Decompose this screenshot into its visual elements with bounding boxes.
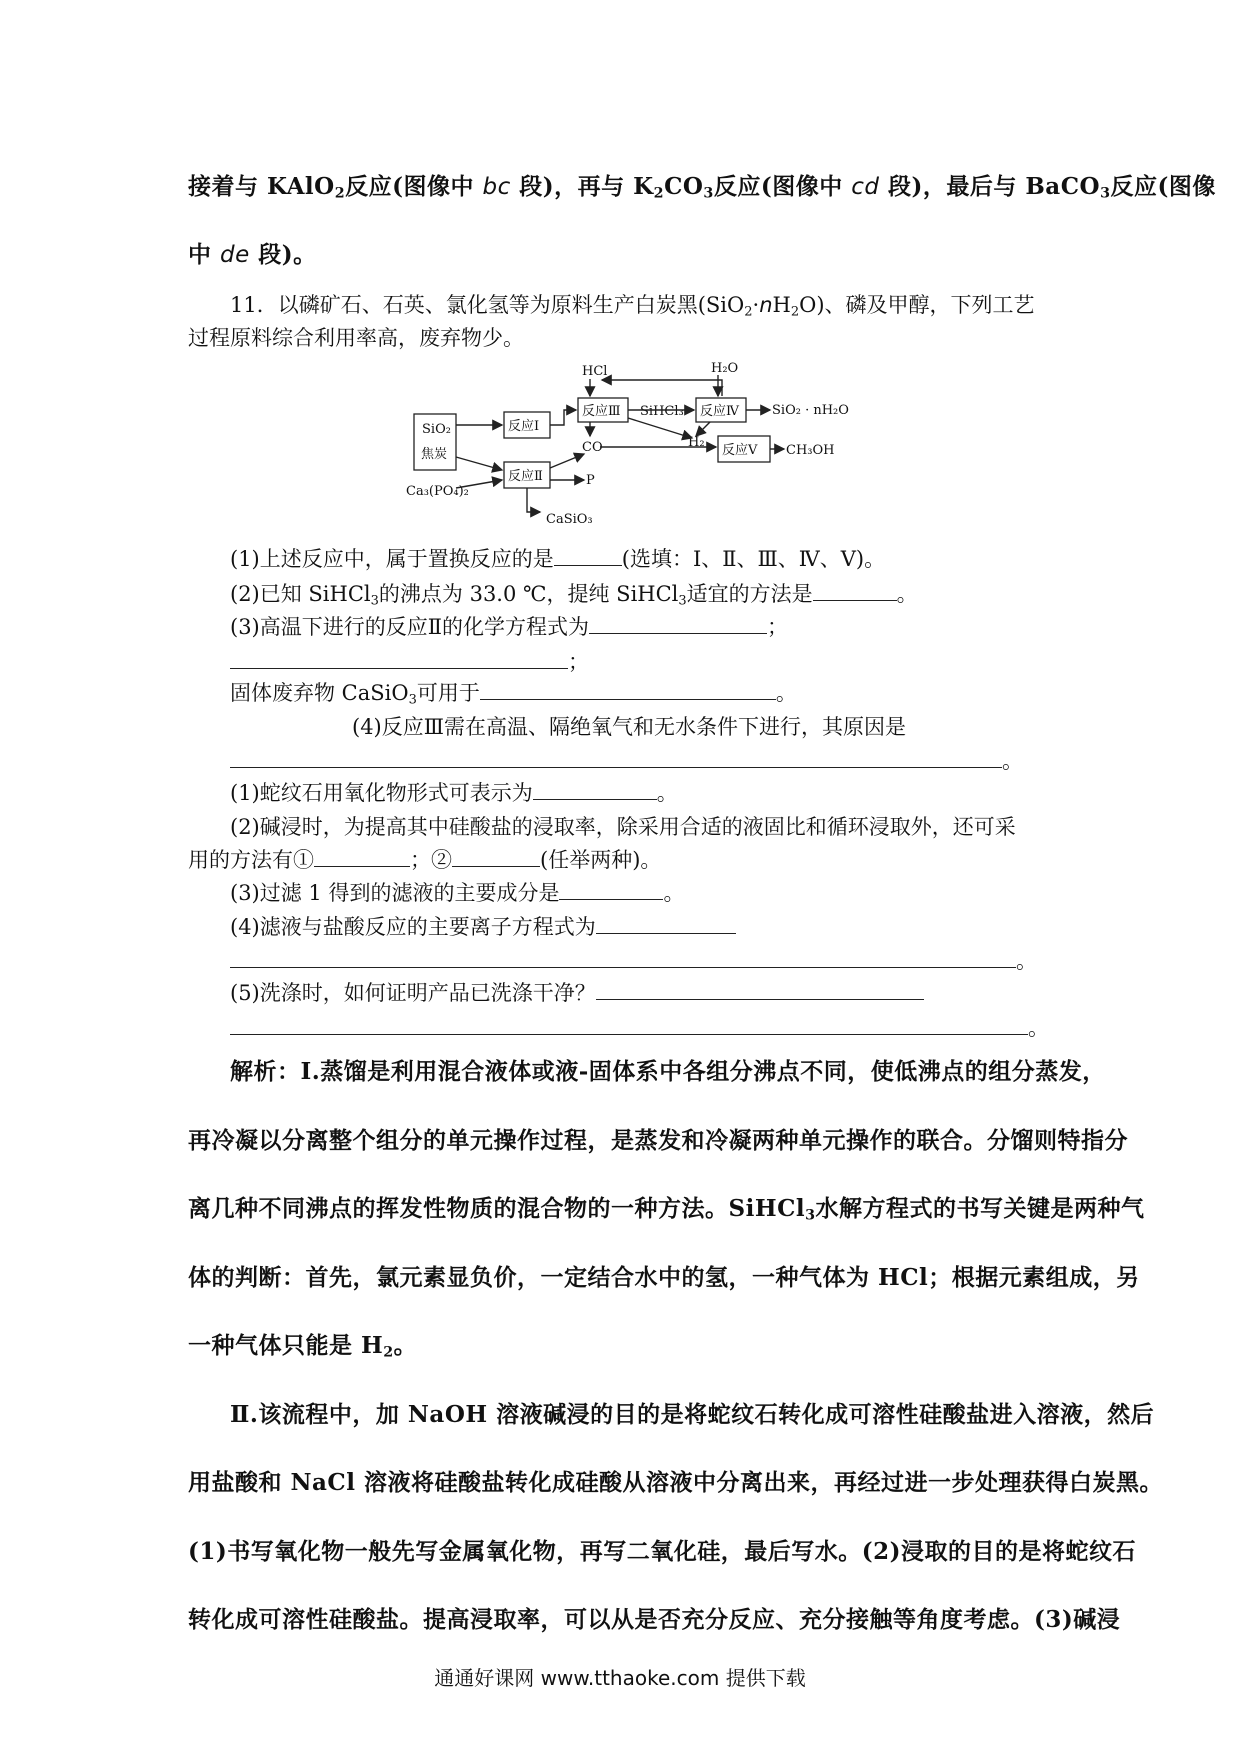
analysis-line-5: 一种气体只能是 $H_2$。	[188, 1332, 418, 1361]
q-2: (2)碱浸时，为提高其中硅酸盐的浸取率，除采用合适的液固比和循环浸取外，还可采	[230, 815, 1016, 839]
question-number: 11．	[230, 293, 278, 317]
process-flow-diagram	[400, 360, 920, 530]
answer-blank[interactable]	[480, 681, 776, 700]
ca3po4-label: Ca₃(PO₄)₂	[406, 484, 469, 499]
question-stem-line-1: 11．以磷矿石、石英、氯化氢等为原料生产白炭黑$(SiO_2\cdot nH_2O)$、磷及甲醇，下列工艺	[230, 293, 1035, 320]
part-3-continued: ；	[230, 646, 589, 676]
q-4-blank: 。	[230, 945, 1037, 975]
analysis-line-6: Ⅱ.该流程中，加 NaOH 溶液碱浸的目的是将蛇纹石转化成可溶性硅酸盐进入溶液，然后	[230, 1401, 1155, 1428]
part-3: (3)高温下进行的反应Ⅱ的化学方程式为 ；	[230, 615, 789, 639]
svg-text:反应Ⅲ: 反应Ⅲ	[582, 404, 621, 419]
q-5-blank: 。	[230, 1012, 1049, 1042]
page-footer: 通通好课网 www.tthaoke.com 提供下载	[434, 1666, 806, 1690]
answer-blank[interactable]	[596, 915, 736, 934]
part-4-blank: 。	[230, 745, 1023, 775]
svg-text:反应Ⅰ: 反应Ⅰ	[508, 419, 540, 434]
analysis-line-2: 再冷凝以分离整个组分的单元操作过程，是蒸发和冷凝两种单元操作的联合。分馏则特指分	[188, 1127, 1128, 1154]
h2-label: H₂	[688, 435, 705, 450]
part-4: (4)反应Ⅲ需在高温、隔绝氧气和无水条件下进行，其原因是	[352, 715, 906, 739]
p-label: P	[586, 473, 595, 488]
analysis-line-4: 体的判断：首先，氯元素显负价，一定结合水中的氢，一种气体为 HCl；根据元素组成，另	[188, 1264, 1140, 1291]
q-4: (4)滤液与盐酸反应的主要离子方程式为	[230, 911, 736, 941]
q-5: (5)洗涤时，如何证明产品已洗涤干净？	[230, 977, 924, 1007]
coke-label: 焦炭	[421, 447, 448, 462]
analysis-line-9: 转化成可溶性硅酸盐。提高浸取率，可以从是否充分反应、充分接触等角度考虑。(3)碱浸	[188, 1606, 1121, 1633]
analysis-line-8: (1)书写氧化物一般先写金属氧化物，再写二氧化硅，最后写水。(2)浸取的目的是将蛇纹石	[188, 1538, 1137, 1565]
q-1: (1)蛇纹石用氧化物形式可表示为 。	[230, 781, 678, 805]
part-2: (2)已知 SiHCl$_3$的沸点为 33.0 ℃，提纯 SiHCl$_3$适宜的方法是 。	[230, 582, 918, 609]
sihcl3-label: SiHCl₃	[640, 404, 684, 419]
answer-blank[interactable]	[230, 949, 1016, 968]
answer-blank[interactable]	[314, 848, 410, 867]
part-3-waste: 固体废弃物 CaSiO$_3$可用于 。	[230, 681, 797, 708]
analysis-line-7: 用盐酸和 NaCl 溶液将硅酸盐转化成硅酸从溶液中分离出来，再经过进一步处理获得白炭黑。	[188, 1469, 1163, 1496]
ch3oh-label: CH₃OH	[786, 443, 835, 458]
sio2-label: SiO₂	[422, 422, 451, 437]
analysis-line-3: 离几种不同沸点的挥发性物质的混合物的一种方法。SiHCl$_3$水解方程式的书写关键是两种气	[188, 1195, 1145, 1224]
answer-blank[interactable]	[559, 881, 663, 900]
svg-text:反应Ⅴ: 反应Ⅴ	[722, 443, 758, 458]
answer-blank[interactable]	[813, 582, 897, 601]
answer-blank[interactable]	[452, 848, 540, 867]
intro-line-2: 中 de 段)。	[188, 241, 317, 268]
q-3: (3)过滤 1 得到的滤液的主要成分是 。	[230, 881, 685, 905]
analysis-line-1: 解析：Ⅰ.蒸馏是利用混合液体或液-固体系中各组分沸点不同，使低沸点的组分蒸发，	[230, 1058, 1106, 1085]
answer-blank[interactable]	[230, 749, 1002, 768]
question-stem-line-2: 过程原料综合利用率高，废弃物少。	[188, 326, 524, 350]
answer-blank[interactable]	[596, 981, 924, 1000]
part-1: (1)上述反应中，属于置换反应的是 (选填：Ⅰ、Ⅱ、Ⅲ、Ⅳ、Ⅴ)。	[230, 547, 886, 571]
svg-text:反应Ⅱ: 反应Ⅱ	[508, 469, 543, 484]
hcl-label: HCl	[582, 364, 608, 379]
intro-line-1: 接着与 KAlO$_2$反应(图像中 bc 段)，再与 $K_2CO_3$反应(图像中 cd 段)，最后与 BaCO$_3$反应(图像	[188, 173, 1216, 202]
casio3-label: CaSiO₃	[546, 512, 593, 527]
q-2-continued: 用的方法有① ；② (任举两种)。	[188, 848, 662, 872]
answer-blank[interactable]	[230, 650, 568, 669]
svg-text:反应Ⅳ: 反应Ⅳ	[700, 404, 739, 419]
co-label: CO	[582, 440, 603, 455]
answer-blank[interactable]	[230, 1016, 1028, 1035]
answer-blank[interactable]	[554, 547, 622, 566]
answer-blank[interactable]	[589, 615, 767, 634]
answer-blank[interactable]	[533, 781, 657, 800]
h2o-label: H₂O	[711, 361, 739, 376]
product-label: SiO₂ · nH₂O	[772, 403, 849, 418]
